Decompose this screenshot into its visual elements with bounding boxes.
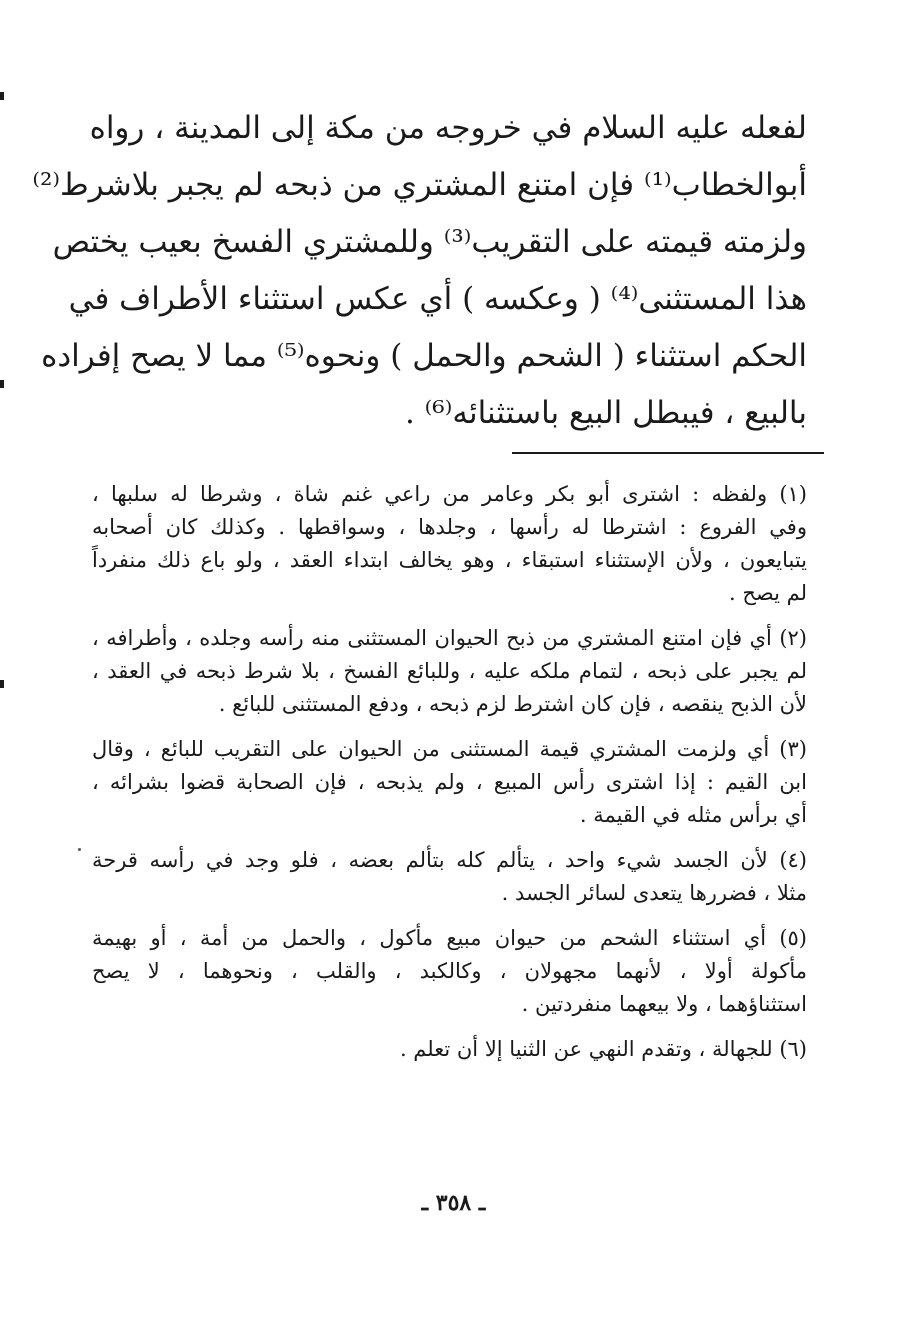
main-text <box>32 100 807 442</box>
main-text-line: الحكم استثناء ( الشحم والحمل ) ونحوه⁽⁵⁾ مما لا يصح إفراده <box>41 338 807 374</box>
footnotes <box>92 478 807 1078</box>
footnote-line: (٦) للجهالة ، وتقدم النهي عن الثنيا إلا أن تعلم . <box>399 1037 807 1061</box>
footnote-line: أي برأس مثله في القيمة . <box>579 803 807 827</box>
main-text-line: ولزمته قيمته على التقريب⁽³⁾ وللمشتري الفسخ بعيب يختص <box>52 224 807 260</box>
footnote-line: وفي الفروع : اشترطا له رأسها ، وجلدها ، وسواقطها . وكذلك كان أصحابه <box>92 515 807 539</box>
footnote-3 <box>92 733 807 832</box>
main-text-line: لفعله عليه السلام في خروجه من مكة إلى المدينة ، رواه <box>89 110 807 146</box>
footnote-line: (٤) لأن الجسد شيء واحد ، يتألم كله بتألم بعضه ، فلو وجد في رأسه قرحة <box>92 848 807 872</box>
footnote-line: لأن الذبح ينقصه ، فإن كان اشترط لزم ذبحه ، ودفع المستثنى للبائع . <box>218 692 807 716</box>
page-number: ـ ٣٥٨ ـ <box>421 1190 486 1216</box>
footnote-line: ابن القيم : إذا اشترى رأس المبيع ، ولم يذبحه ، فإن الصحابة قضوا بشرائه ، <box>92 770 807 794</box>
main-text-line: هذا المستثنى⁽⁴⁾ ( وعكسه ) أي عكس استثناء الأطراف في <box>68 281 807 317</box>
footnote-6 <box>92 1033 807 1066</box>
margin-mark <box>0 680 4 688</box>
footnote-line: (٥) أي استثناء الشحم من حيوان مبيع مأكول ، والحمل من أمة ، أو بهيمة <box>92 926 807 950</box>
footnote-line: مأكولة أولا ، لأنهما مجهولان ، وكالكبد ، والقلب ، ونحوهما ، لا يصح <box>92 959 807 983</box>
footnote-1 <box>92 478 807 610</box>
footnote-line: (١) ولفظه : اشترى أبو بكر وعامر من راعي غنم شاة ، وشرطا له سلبها ، <box>92 482 807 506</box>
footnote-line: (٢) أي فإن امتنع المشتري من ذبح الحيوان المستثنى منه رأسه وجلده ، وأطرافه ، <box>92 626 807 650</box>
footnote-line: لم يصح . <box>728 581 807 605</box>
footnote-4 <box>92 844 807 910</box>
footnote-line: مثلا ، فضررها يتعدى لسائر الجسد . <box>501 881 807 905</box>
main-text-line: بالبيع ، فيبطل البيع باستثنائه⁽⁶⁾ . <box>404 395 807 431</box>
footnote-line: استثناؤهما ، ولا بيعهما منفردتين . <box>521 992 807 1016</box>
margin-mark <box>0 380 4 388</box>
footnote-line: (٣) أي ولزمت المشتري قيمة المستثنى من الحيوان على التقريب للبائع ، وقال <box>92 737 807 761</box>
scan-speck <box>78 848 81 851</box>
footnote-line: يتبايعون ، ولأن الإستثناء استبقاء ، وهو يخالف ابتداء العقد ، ولو باع ذلك منفرداً <box>92 548 807 572</box>
main-text-line: أبوالخطاب⁽¹⁾ فإن امتنع المشتري من ذبحه لم يجبر بلاشرط⁽²⁾ <box>32 167 807 203</box>
margin-mark <box>0 92 4 100</box>
footnote-line: لم يجبر على ذبحه ، لتمام ملكه عليه ، وللبائع الفسخ ، بلا شرط ذبحه في العقد ، <box>92 659 807 683</box>
footnote-2 <box>92 622 807 721</box>
footnote-divider <box>512 452 824 454</box>
footnote-5 <box>92 922 807 1021</box>
